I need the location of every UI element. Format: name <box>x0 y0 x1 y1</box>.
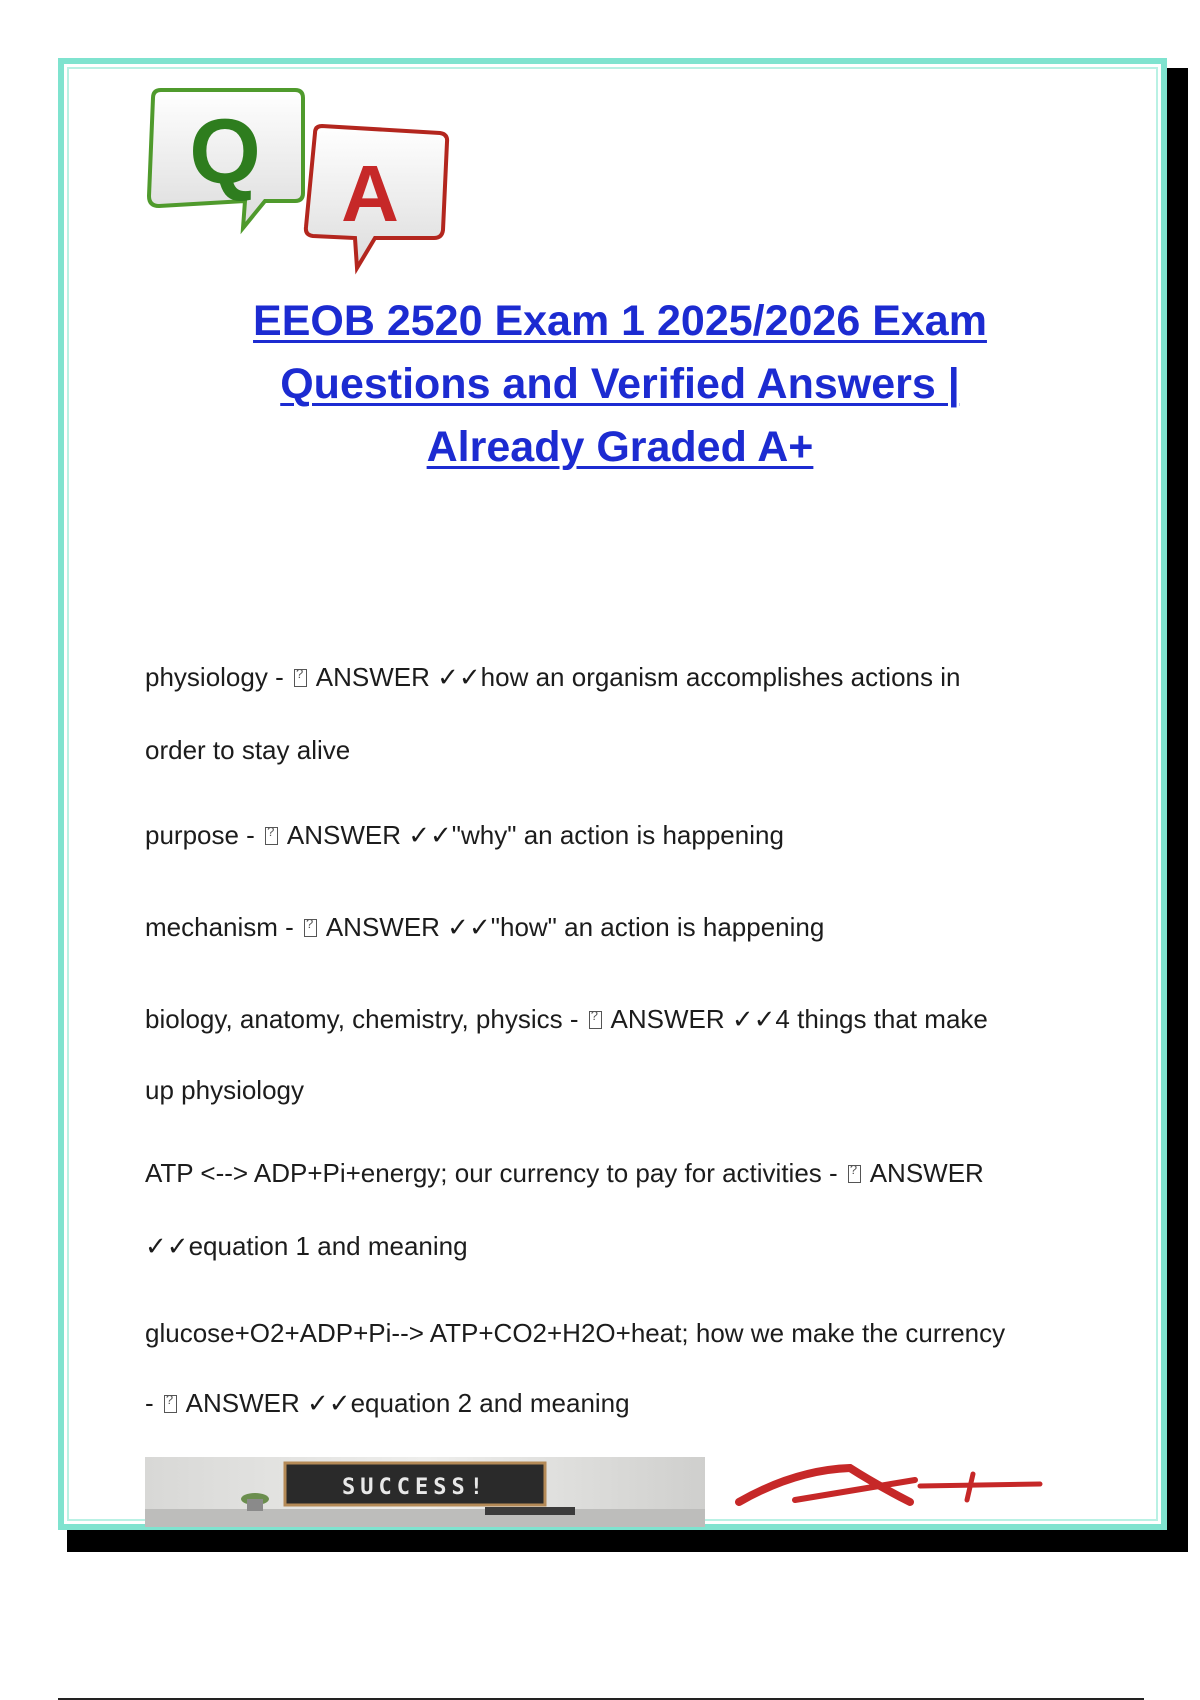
qa-item-2-line-1 <box>145 820 784 851</box>
title-line-3[interactable]: Already Graded A+ <box>426 423 814 471</box>
qa-item-3-line-1 <box>145 912 824 943</box>
qa-prefix: - <box>145 1388 161 1418</box>
qa-term: biology, anatomy, chemistry, physics - <box>145 1004 586 1034</box>
missing-glyph-icon <box>294 669 307 687</box>
missing-glyph-icon <box>265 827 278 845</box>
qa-item-5-line-2: ✓✓equation 1 and meaning <box>145 1231 468 1261</box>
title-line-2[interactable]: Questions and Verified Answers | <box>280 360 960 408</box>
qa-item-5-line-1 <box>145 1158 984 1189</box>
missing-glyph-icon <box>304 919 317 937</box>
qa-answer: ANSWER ✓✓4 things that make <box>604 1004 988 1034</box>
a-letter: A <box>341 149 399 238</box>
missing-glyph-icon <box>589 1011 602 1029</box>
qa-term: ATP <--> ADP+Pi+energy; our currency to pay for activities - <box>145 1158 845 1188</box>
q-letter: Q <box>189 101 261 203</box>
qa-answer: ANSWER ✓✓equation 2 and meaning <box>179 1388 630 1418</box>
qa-answer: ANSWER ✓✓"how" an action is happening <box>320 912 825 942</box>
success-sign-image <box>145 1457 705 1527</box>
qa-term: purpose - <box>145 820 263 850</box>
grade-mark-text: A+ <box>735 1460 737 1461</box>
qa-item-1-line-1 <box>145 662 960 693</box>
qa-speech-bubbles-icon <box>145 88 495 288</box>
qa-answer: ANSWER ✓✓how an organism accomplishes actions in <box>309 662 961 692</box>
qa-item-6-line-1: glucose+O2+ADP+Pi--> ATP+CO2+H2O+heat; how we make the currency <box>145 1318 1006 1348</box>
success-sign-text: SUCCESS! <box>342 1475 488 1500</box>
qa-item-4-line-2: up physiology <box>145 1075 304 1105</box>
qa-term: mechanism - <box>145 912 302 942</box>
qa-answer: ANSWER <box>863 1158 984 1188</box>
qa-item-6-line-2 <box>145 1388 630 1419</box>
missing-glyph-icon <box>164 1395 177 1413</box>
qa-item-4-line-1 <box>145 1004 988 1035</box>
qa-item-1-line-2: order to stay alive <box>145 735 351 765</box>
page-title[interactable] <box>120 290 1120 479</box>
grade-a-plus-image <box>735 1460 1055 1530</box>
qa-answer: ANSWER ✓✓"why" an action is happening <box>281 820 784 850</box>
qa-term: physiology - <box>145 662 291 692</box>
missing-glyph-icon <box>848 1165 861 1183</box>
title-line-1[interactable]: EEOB 2520 Exam 1 2025/2026 Exam <box>253 297 987 345</box>
